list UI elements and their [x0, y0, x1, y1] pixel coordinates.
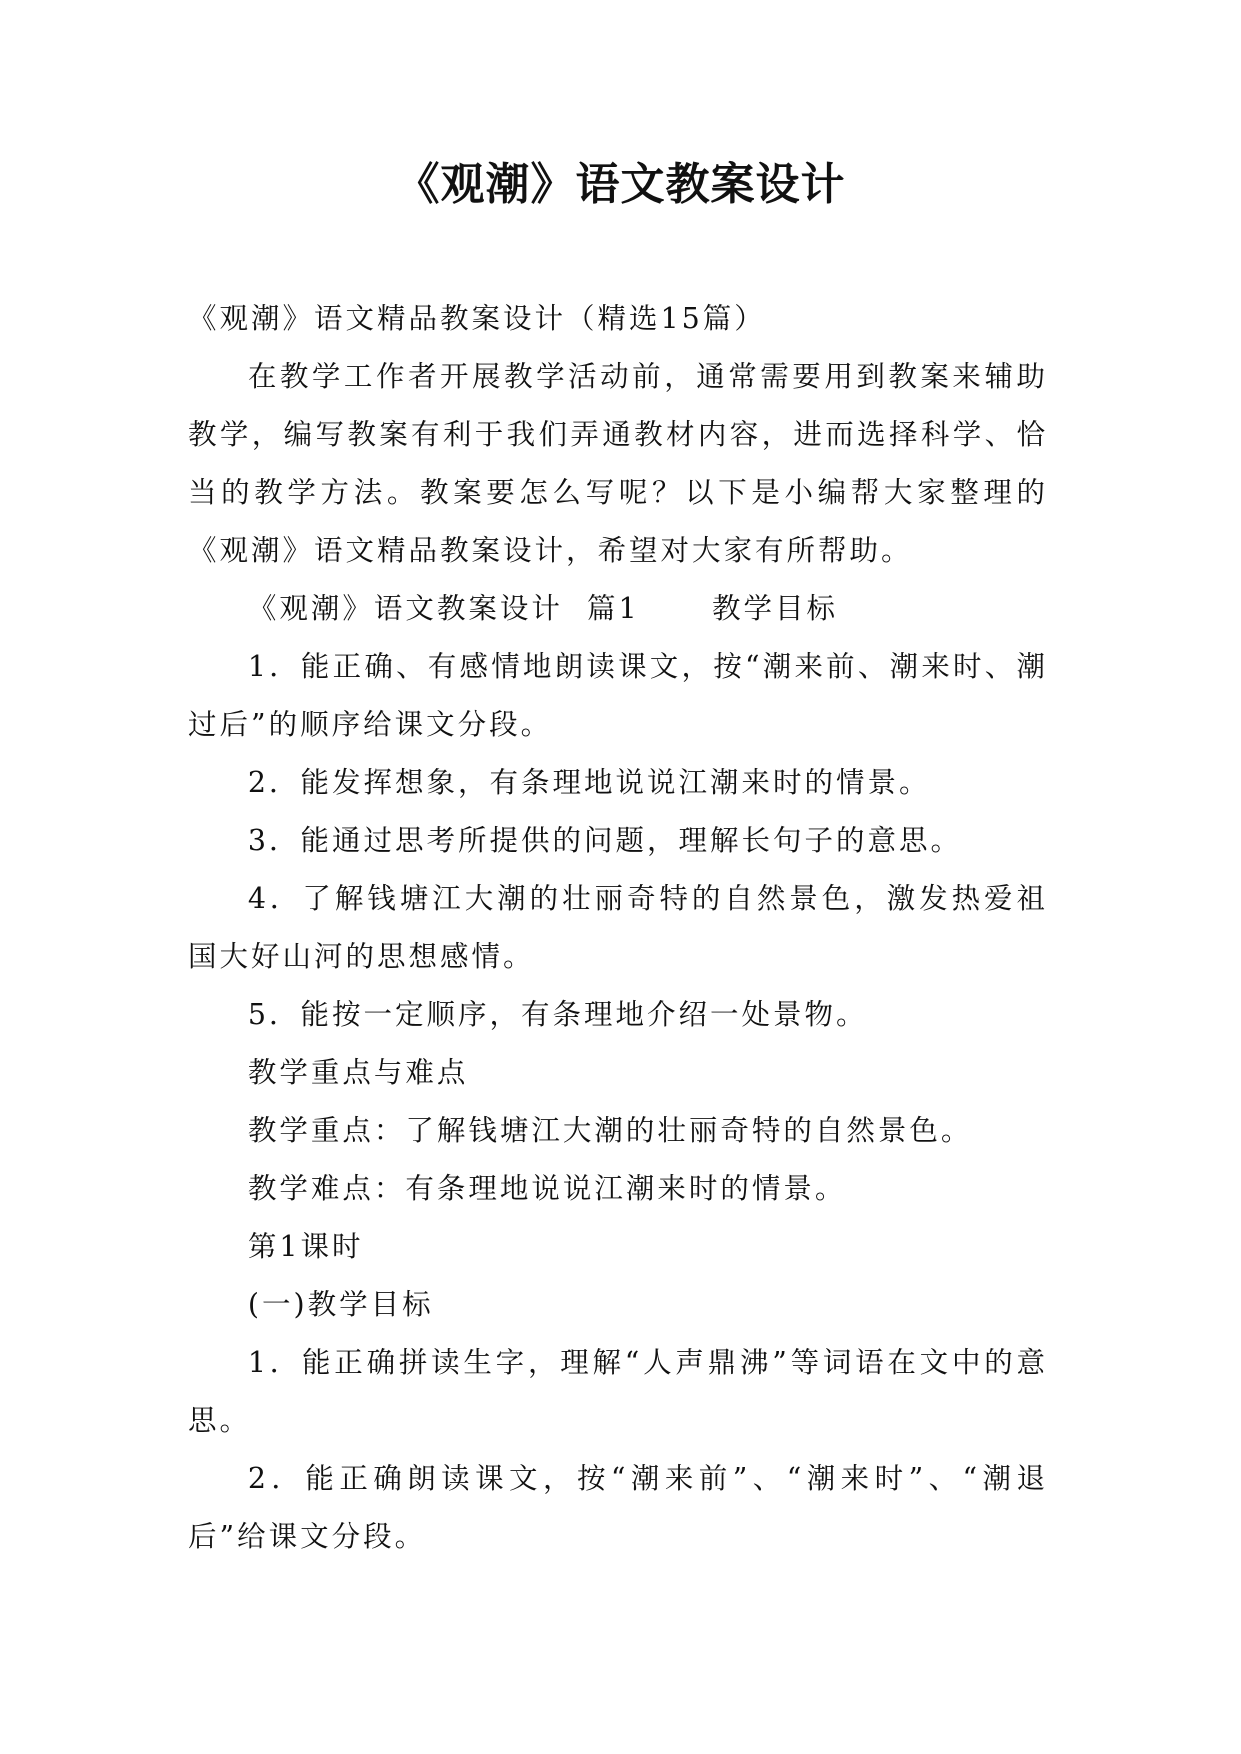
paragraph-difficulty: 教学难点：有条理地说说江潮来时的情景。 — [247, 1172, 847, 1205]
paragraph-goal-5: 5．能按一定顺序，有条理地介绍一处景物。 — [247, 998, 868, 1031]
document-title: 《观潮》语文教案设计 — [395, 159, 846, 210]
paragraph-goal-2: 2．能发挥想象，有条理地说说江潮来时的情景。 — [247, 766, 931, 799]
paragraph-subtitle: 《观潮》语文精品教案设计（精选15篇） — [188, 302, 766, 335]
paragraph-lesson-goal-1: 1．能正确拼读生字，理解“人声鼎沸”等词语在文中的意思。 — [188, 1346, 1048, 1437]
document-body — [188, 290, 1048, 1566]
paragraph-lesson-goal-2: 2．能正确朗读课文，按“潮来前”、“潮来时”、“潮退后”给课文分段。 — [188, 1462, 1049, 1553]
paragraph-key-point: 教学重点：了解钱塘江大潮的壮丽奇特的自然景色。 — [247, 1114, 973, 1147]
paragraph-key-points-heading: 教学重点与难点 — [247, 1056, 469, 1089]
paragraph-lesson-goals-heading: (一)教学目标 — [247, 1288, 434, 1321]
paragraph-lesson-1: 第1课时 — [247, 1230, 364, 1263]
paragraph-section-heading: 《观潮》语文教案设计 篇1 教学目标 — [247, 592, 838, 625]
paragraph-goal-1: 1．能正确、有感情地朗读课文，按“潮来前、潮来时、潮过后”的顺序给课文分段。 — [188, 650, 1048, 741]
paragraph-intro: 在教学工作者开展教学活动前，通常需要用到教案来辅助教学，编写教案有利于我们弄通教材内容，进而选择科学、恰当的教学方法。教案要怎么写呢？以下是小编帮大家整理的《观潮》语文精品教案设计，希望对大家有所帮助。 — [188, 360, 1048, 567]
paragraph-goal-4: 4．了解钱塘江大潮的壮丽奇特的自然景色，激发热爱祖国大好山河的思想感情。 — [188, 882, 1048, 973]
paragraph-goal-3: 3．能通过思考所提供的问题，理解长句子的意思。 — [247, 824, 962, 857]
